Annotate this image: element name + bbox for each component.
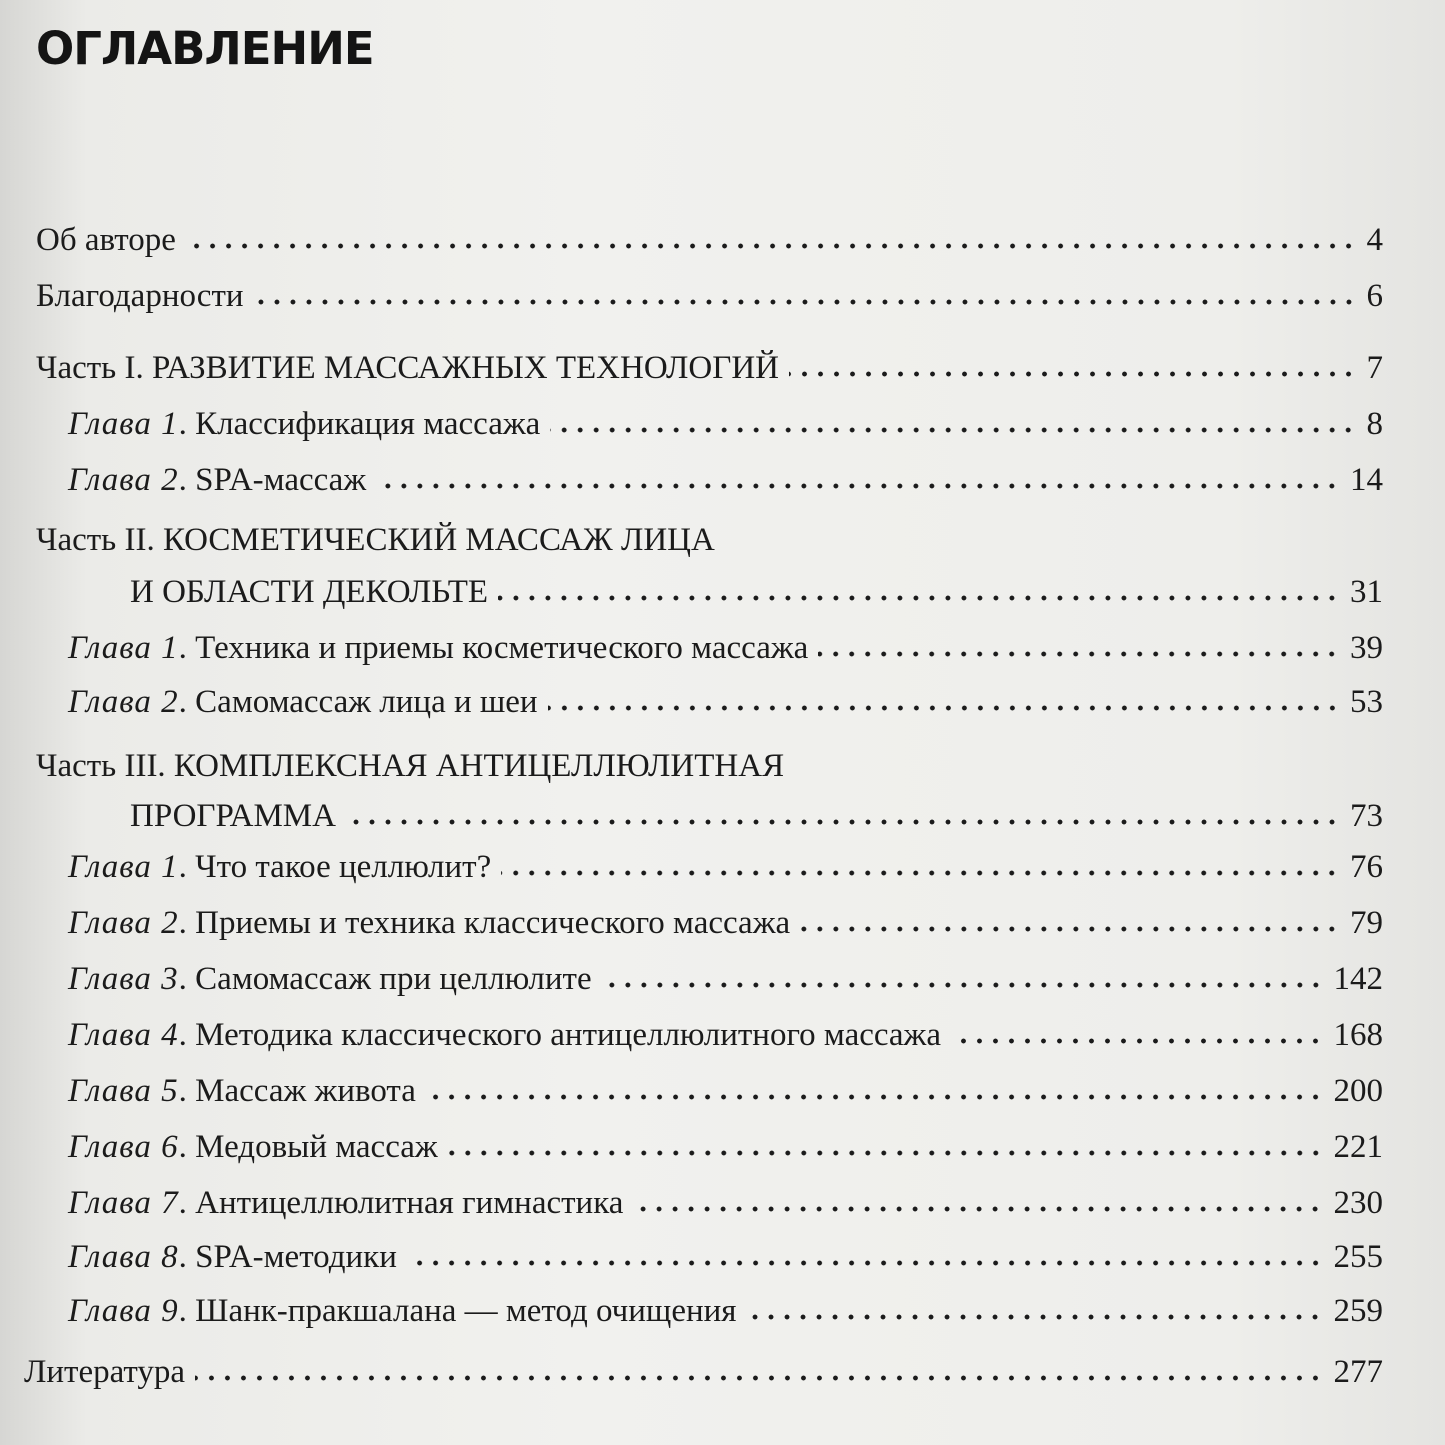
toc-entry-part-2-chapter-2[interactable] — [68, 678, 1383, 726]
page-number: 7 — [1366, 350, 1383, 386]
chapter-title — [68, 678, 538, 726]
toc-entry-literature[interactable] — [24, 1348, 1383, 1396]
dot-leader — [789, 369, 1357, 379]
chapter-number: Глава 6 — [68, 1129, 179, 1165]
toc-entry-part-3-chapter-6[interactable] — [68, 1123, 1383, 1171]
dot-leader — [800, 924, 1340, 934]
dot-leader — [376, 481, 1340, 491]
dot-leader — [746, 1312, 1323, 1322]
toc-part-2-title-line-1[interactable]: Часть II. КОСМЕТИЧЕСКИЙ МАССАЖ ЛИЦА — [36, 522, 715, 558]
page-number: 31 — [1350, 574, 1383, 610]
dot-leader — [951, 1036, 1323, 1046]
toc-entry-part-2[interactable] — [130, 568, 1383, 616]
chapter-name: . Антицеллюлитная гимнастика — [178, 1185, 624, 1221]
toc-entry-part-3-chapter-8[interactable] — [68, 1233, 1383, 1281]
toc-entry-part-3-chapter-4[interactable] — [68, 1011, 1383, 1059]
chapter-number: Глава 9 — [68, 1293, 179, 1329]
chapter-title — [68, 1179, 623, 1227]
toc-entry-part-1-chapter-2[interactable] — [68, 456, 1383, 504]
chapter-number: Глава 1 — [68, 406, 179, 442]
entry-title: Об авторе — [36, 222, 176, 258]
chapter-title — [68, 624, 808, 672]
toc-entry-part-2-chapter-1[interactable] — [68, 624, 1383, 672]
page-number: 39 — [1350, 630, 1383, 666]
toc-entry-part-3-chapter-7[interactable] — [68, 1179, 1383, 1227]
chapter-name: . Самомассаж при целлюлите — [178, 961, 592, 997]
toc-entry-part-3-chapter-3[interactable] — [68, 955, 1383, 1003]
entry-title: Благодарности — [36, 278, 244, 314]
chapter-title — [68, 1233, 397, 1281]
chapter-title — [68, 1287, 736, 1335]
chapter-number: Глава 2 — [68, 684, 179, 720]
page-number: 8 — [1366, 406, 1383, 442]
chapter-title — [68, 899, 790, 947]
chapter-title — [68, 1123, 438, 1171]
dot-leader — [254, 297, 1357, 307]
page-number: 277 — [1333, 1354, 1383, 1390]
page-number: 4 — [1366, 222, 1383, 258]
page-number: 76 — [1350, 849, 1383, 885]
dot-leader — [550, 425, 1356, 435]
dot-leader — [633, 1204, 1323, 1214]
chapter-name: . Самомассаж лица и шеи — [178, 684, 538, 720]
chapter-title — [68, 843, 491, 891]
page-title: ОГЛАВЛЕНИЕ — [36, 22, 374, 75]
chapter-title — [68, 400, 540, 448]
toc-entry-part-1-chapter-1[interactable] — [68, 400, 1383, 448]
chapter-name: . SPA-методики — [178, 1239, 397, 1275]
chapter-title — [68, 1067, 416, 1115]
entry-title: Литература — [24, 1354, 186, 1390]
part-title-continuation: И ОБЛАСТИ ДЕКОЛЬТЕ — [130, 574, 489, 610]
toc-entry-part-3-chapter-5[interactable] — [68, 1067, 1383, 1115]
page-number: 255 — [1333, 1239, 1383, 1275]
page-number: 168 — [1333, 1017, 1383, 1053]
toc-entry-part-3[interactable] — [130, 792, 1383, 840]
page-number: 53 — [1350, 684, 1383, 720]
page-number: 6 — [1366, 278, 1383, 314]
dot-leader — [498, 593, 1340, 603]
chapter-name: . Приемы и техника классического массажа — [178, 905, 791, 941]
dot-leader — [501, 868, 1340, 878]
dot-leader — [407, 1258, 1324, 1268]
chapter-title — [68, 1011, 941, 1059]
chapter-name: . SPA-массаж — [178, 462, 367, 498]
page-number: 142 — [1333, 961, 1383, 997]
chapter-number: Глава 4 — [68, 1017, 179, 1053]
chapter-number: Глава 1 — [68, 630, 179, 666]
chapter-number: Глава 7 — [68, 1185, 179, 1221]
toc-entry-part-3-chapter-1[interactable] — [68, 843, 1383, 891]
toc-entry-part-3-chapter-9[interactable] — [68, 1287, 1383, 1335]
chapter-name: . Методика классического антицеллюлитного массажа — [178, 1017, 942, 1053]
chapter-name: . Массаж живота — [178, 1073, 416, 1109]
chapter-number: Глава 2 — [68, 462, 179, 498]
chapter-number: Глава 3 — [68, 961, 179, 997]
page-number: 230 — [1333, 1185, 1383, 1221]
chapter-number: Глава 2 — [68, 905, 179, 941]
page-number: 79 — [1350, 905, 1383, 941]
chapter-number: Глава 1 — [68, 849, 179, 885]
toc-part-3-title-line-1[interactable]: Часть III. КОМПЛЕКСНАЯ АНТИЦЕЛЛЮЛИТНАЯ — [36, 748, 785, 784]
chapter-name: . Медовый массаж — [178, 1129, 438, 1165]
chapter-name: . Что такое целлюлит? — [178, 849, 492, 885]
chapter-number: Глава 5 — [68, 1073, 179, 1109]
page-number: 200 — [1333, 1073, 1383, 1109]
dot-leader — [448, 1148, 1324, 1158]
toc-entry-part-3-chapter-2[interactable] — [68, 899, 1383, 947]
dot-leader — [346, 817, 1340, 827]
page-number: 221 — [1333, 1129, 1383, 1165]
chapter-number: Глава 8 — [68, 1239, 179, 1275]
chapter-title — [68, 955, 592, 1003]
dot-leader — [602, 980, 1324, 990]
dot-leader — [818, 649, 1340, 659]
chapter-name: . Шанк-пракшалана — метод очищения — [178, 1293, 737, 1329]
toc-entry-about[interactable] — [36, 216, 1383, 264]
dot-leader — [186, 241, 1357, 251]
dot-leader — [426, 1092, 1324, 1102]
part-title-continuation: ПРОГРАММА — [130, 798, 336, 834]
page-number: 259 — [1333, 1293, 1383, 1329]
part-title: Часть I. РАЗВИТИЕ МАССАЖНЫХ ТЕХНОЛОГИЙ — [36, 350, 779, 386]
toc-entry-part-1[interactable] — [36, 344, 1383, 392]
toc-entry-thanks[interactable] — [36, 272, 1383, 320]
page-number: 73 — [1350, 798, 1383, 834]
dot-leader — [195, 1373, 1323, 1383]
page-number: 14 — [1350, 462, 1383, 498]
dot-leader — [548, 703, 1340, 713]
chapter-name: . Классификация массажа — [178, 406, 541, 442]
chapter-title — [68, 456, 366, 504]
chapter-name: . Техника и приемы косметического массажа — [178, 630, 809, 666]
